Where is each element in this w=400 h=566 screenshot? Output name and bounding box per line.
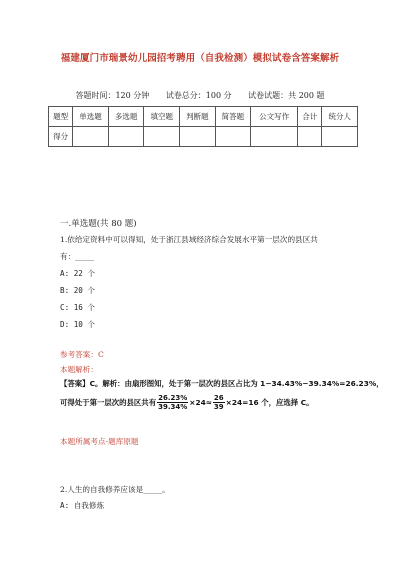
exam-meta — [0, 90, 400, 101]
exam-time: 答题时间：120 分钟 — [75, 91, 150, 100]
score-cell — [215, 127, 251, 147]
fraction-2-denominator: 39 — [213, 403, 224, 411]
exam-question-count: 试卷试题：共 200 题 — [248, 91, 325, 100]
score-header-cell: 统分人 — [322, 107, 358, 127]
question-1-explanation — [60, 374, 400, 416]
explanation-text: 可得处于第一层次的县区共有 — [60, 398, 157, 407]
question-2-option-a: A: 自我修炼 — [60, 501, 105, 510]
score-table — [48, 106, 358, 147]
score-cell — [298, 127, 322, 147]
question-1-option-d: D: 10 个 — [60, 320, 96, 329]
fraction-1-denominator: 39.34% — [158, 403, 188, 411]
fraction-2-numerator: 26 — [213, 394, 224, 402]
score-row-label: 得分 — [49, 127, 73, 147]
exam-total-score: 试卷总分：100 分 — [165, 91, 232, 100]
explanation-text: C。解析：由扇形图知，处于第一层次的县区占比为 1−34.43%−39.34%=26.23%， — [89, 379, 384, 388]
question-1-option-b: B: 20 个 — [60, 286, 96, 295]
question-1-stem — [60, 234, 360, 262]
score-header-cell: 多选题 — [108, 107, 144, 127]
question-1-stem-line2: 有：_____ — [60, 252, 95, 261]
document-title: 福建厦门市瑞景幼儿园招考聘用（自我检测）模拟试卷含答案解析 — [60, 53, 340, 64]
score-header-cell: 单选题 — [73, 107, 109, 127]
explanation-text: ×24=16 个，应选择 C。 — [225, 398, 314, 407]
question-1-stem-line1: 1.依给定资料中可以得知，处于浙江县域经济综合发展水平第一层次的县区共 — [60, 235, 318, 244]
score-header-cell: 题型 — [49, 107, 73, 127]
explanation-line-1 — [60, 378, 384, 389]
fraction-1 — [157, 394, 188, 411]
score-cell — [73, 127, 109, 147]
score-header-cell: 简答题 — [215, 107, 251, 127]
score-cell — [322, 127, 358, 147]
score-header-cell: 判断题 — [180, 107, 216, 127]
question-1-analysis-label: 本题解析： — [60, 365, 98, 374]
score-cell — [251, 127, 298, 147]
section-title: 一.单选题(共 80 题) — [60, 219, 137, 229]
fraction-1-numerator: 26.23% — [158, 394, 188, 402]
question-2-stem: 2.人生的自我修养应该是_____。 — [60, 485, 170, 494]
score-header-cell: 合计 — [298, 107, 322, 127]
question-1-source: 本题所属考点-题库原题 — [60, 437, 139, 446]
score-table-score-row — [49, 127, 358, 147]
fraction-2 — [213, 394, 225, 411]
answer-tag: 【答案】 — [60, 379, 90, 388]
score-table-header-row — [49, 107, 358, 127]
score-cell — [180, 127, 216, 147]
explanation-text: ×24≈ — [189, 398, 212, 407]
question-1-answer: 参考答案：C — [60, 350, 104, 359]
question-1-option-c: C: 16 个 — [60, 303, 96, 312]
score-header-cell: 填空题 — [144, 107, 180, 127]
question-1-option-a: A: 22 个 — [60, 269, 96, 278]
score-cell — [144, 127, 180, 147]
explanation-line-2 — [60, 394, 314, 411]
score-cell — [108, 127, 144, 147]
score-header-cell: 公文写作 — [251, 107, 298, 127]
